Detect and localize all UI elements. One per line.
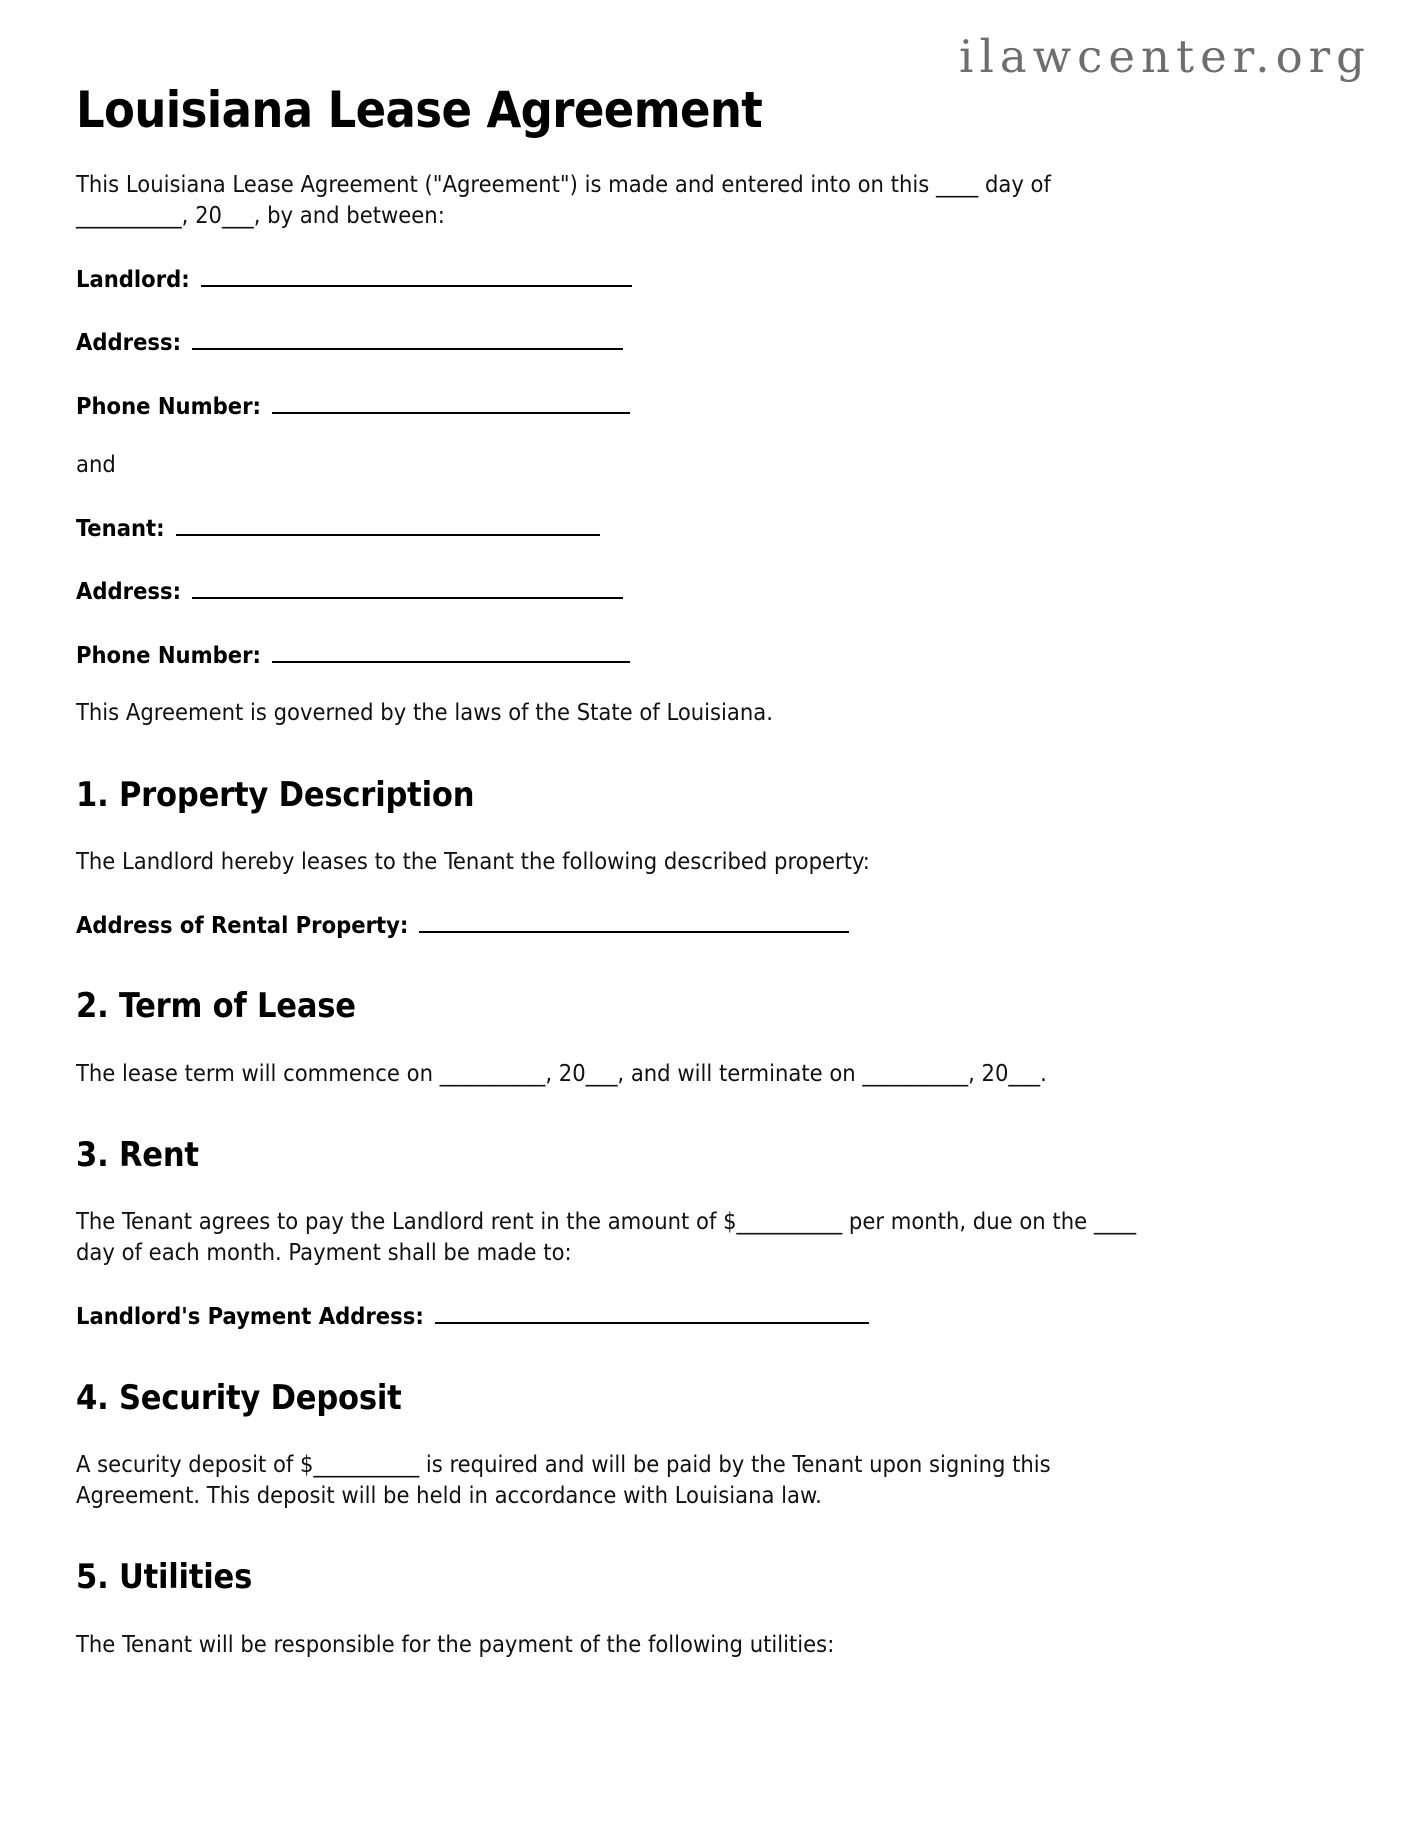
tenant-address-input-rule[interactable] <box>192 573 623 599</box>
tenant-phone-field <box>76 607 1335 671</box>
governing-law-statement: This Agreement is governed by the laws of the State of Louisiana. <box>76 698 773 727</box>
section-heading-utilities: 5. Utilities <box>76 1557 253 1598</box>
section-body-utilities: The Tenant will be responsible for the payment of the following utilities: <box>76 1629 835 1658</box>
landlord-phone-input-rule[interactable] <box>272 388 630 414</box>
rental-property-address-field <box>76 877 1335 941</box>
landlord-phone-field <box>76 358 1335 422</box>
landlord-name-input-rule[interactable] <box>201 261 632 287</box>
section-body-property-description: The Landlord hereby leases to the Tenant the following described property: <box>76 846 870 875</box>
page-title: Louisiana Lease Agreement <box>76 81 763 139</box>
intro-paragraph: This Louisiana Lease Agreement ("Agreement") is made and entered into on this ____ day of __________, 20___, by and between: <box>76 169 1051 229</box>
landlord-name-field <box>76 231 1335 295</box>
landlord-phone-label: Phone Number: <box>76 392 261 420</box>
tenant-name-label: Tenant: <box>76 513 165 542</box>
tenant-phone-input-rule[interactable] <box>272 637 630 663</box>
tenant-phone-label: Phone Number: <box>76 640 261 669</box>
section-heading-rent: 3. Rent <box>76 1134 199 1175</box>
landlord-name-label: Landlord: <box>76 264 190 293</box>
section-body-security-deposit: A security deposit of $__________ is required and will be paid by the Tenant upon signing this Agreement. This deposit will be held in accordance with Louisiana law. <box>76 1449 1051 1510</box>
landlord-payment-address-input-rule[interactable] <box>435 1298 869 1324</box>
rental-property-address-input-rule[interactable] <box>419 907 849 933</box>
section-heading-property-description: 1. Property Description <box>76 774 475 815</box>
section-body-rent: The Tenant agrees to pay the Landlord rent in the amount of $__________ per month, due on the ____ day of each month. Payment shall be made to: <box>76 1206 1137 1267</box>
tenant-address-label: Address: <box>76 577 182 606</box>
landlord-address-label: Address: <box>76 328 182 357</box>
landlord-address-input-rule[interactable] <box>192 325 623 351</box>
rental-property-address-label: Address of Rental Property: <box>76 910 409 939</box>
tenant-address-field <box>76 543 1335 607</box>
tenant-name-field <box>76 480 1335 544</box>
tenant-name-input-rule[interactable] <box>176 510 600 536</box>
landlord-payment-address-field <box>76 1268 1335 1332</box>
landlord-payment-address-label: Landlord's Payment Address: <box>76 1302 424 1331</box>
section-body-term-of-lease: The lease term will commence on __________, 20___, and will terminate on __________, 20___. <box>76 1058 1047 1087</box>
section-heading-security-deposit: 4. Security Deposit <box>76 1377 402 1418</box>
and-connector: and <box>76 449 116 478</box>
landlord-address-field <box>76 295 1335 359</box>
site-watermark: ilawcenter.org <box>959 30 1371 83</box>
section-heading-term-of-lease: 2. Term of Lease <box>76 986 356 1027</box>
